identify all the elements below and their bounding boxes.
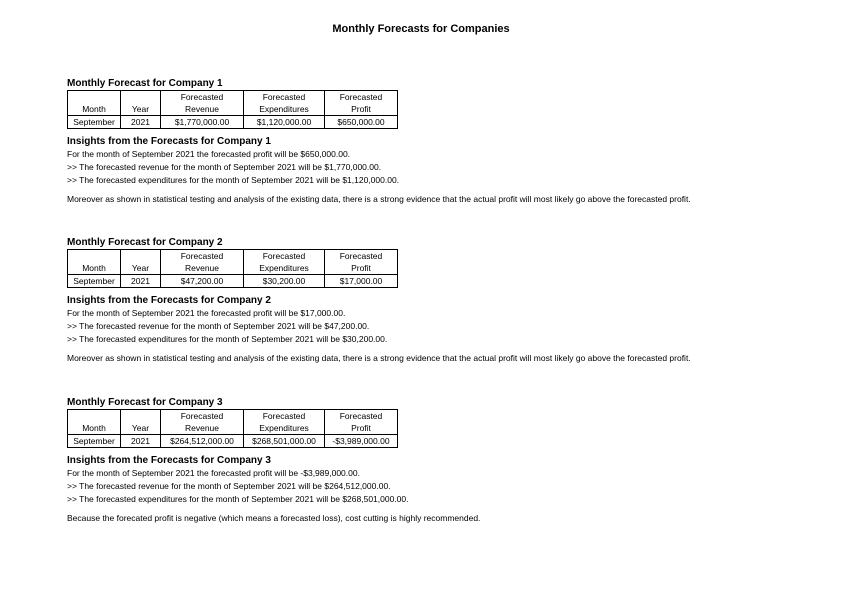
header-cell: Expenditures [244,262,325,275]
header-cell: Revenue [161,422,244,435]
header-cell: Forecasted [325,91,398,104]
insight-note: Because the forecated profit is negative (which means a forecasted loss), cost cutting is highly recommended. [67,513,481,523]
table-title: Monthly Forecast for Company 2 [67,237,223,248]
cell-profit: $17,000.00 [325,275,398,288]
company-1-section [67,77,807,206]
insight-note: Moreover as shown in statistical testing and analysis of the existing data, there is a strong evidence that the actual profit will most likely go above the forecasted profit. [67,194,691,204]
header-cell: Month [68,103,121,116]
header-cell: Forecasted [244,91,325,104]
cell-revenue: $1,770,000.00 [161,116,244,129]
forecast-table [67,249,398,288]
table-row [68,435,398,448]
header-cell: Profit [325,103,398,116]
cell-expenditures: $268,501,000.00 [244,435,325,448]
header-cell [68,410,121,423]
header-cell [68,91,121,104]
insight-line: For the month of September 2021 the forecasted profit will be -$3,989,000.00. [67,468,360,478]
insight-line: >> The forecasted expenditures for the month of September 2021 will be $268,501,000.00. [67,494,409,504]
insight-line: For the month of September 2021 the forecasted profit will be $650,000.00. [67,149,351,159]
header-cell [121,410,161,423]
header-cell: Forecasted [161,410,244,423]
cell-profit: -$3,989,000.00 [325,435,398,448]
insights-title: Insights from the Forecasts for Company 3 [67,455,271,466]
header-cell: Expenditures [244,422,325,435]
insight-line: For the month of September 2021 the forecasted profit will be $17,000.00. [67,308,346,318]
cell-month: September [68,275,121,288]
insights-title: Insights from the Forecasts for Company 1 [67,136,271,147]
insight-line: >> The forecasted revenue for the month of September 2021 will be $47,200.00. [67,321,370,331]
header-cell: Profit [325,262,398,275]
header-cell [121,91,161,104]
cell-expenditures: $30,200.00 [244,275,325,288]
header-cell: Forecasted [244,410,325,423]
insight-line: >> The forecasted expenditures for the month of September 2021 will be $1,120,000.00. [67,175,400,185]
page-title: Monthly Forecasts for Companies [332,23,510,35]
header-cell: Month [68,422,121,435]
insight-line: >> The forecasted revenue for the month of September 2021 will be $1,770,000.00. [67,162,382,172]
header-cell: Forecasted [325,250,398,263]
cell-revenue: $264,512,000.00 [161,435,244,448]
header-cell: Year [121,103,161,116]
cell-year: 2021 [121,275,161,288]
insight-line: >> The forecasted revenue for the month of September 2021 will be $264,512,000.00. [67,481,391,491]
table-row [68,275,398,288]
table-title: Monthly Forecast for Company 1 [67,78,223,89]
insight-note: Moreover as shown in statistical testing and analysis of the existing data, there is a strong evidence that the actual profit will most likely go above the forecasted profit. [67,353,691,363]
header-cell: Profit [325,422,398,435]
forecast-table [67,90,398,129]
insight-line: >> The forecasted expenditures for the month of September 2021 will be $30,200.00. [67,334,388,344]
cell-profit: $650,000.00 [325,116,398,129]
header-cell: Month [68,262,121,275]
header-cell: Year [121,262,161,275]
header-cell: Revenue [161,103,244,116]
header-cell: Revenue [161,262,244,275]
company-3-section [67,396,807,525]
forecast-table [67,409,398,448]
cell-year: 2021 [121,116,161,129]
header-cell: Forecasted [244,250,325,263]
cell-month: September [68,116,121,129]
header-cell: Forecasted [325,410,398,423]
header-cell [121,250,161,263]
table-row [68,116,398,129]
header-cell: Expenditures [244,103,325,116]
table-title: Monthly Forecast for Company 3 [67,397,223,408]
cell-month: September [68,435,121,448]
header-cell: Forecasted [161,91,244,104]
header-cell: Year [121,422,161,435]
header-cell: Forecasted [161,250,244,263]
cell-expenditures: $1,120,000.00 [244,116,325,129]
cell-revenue: $47,200.00 [161,275,244,288]
cell-year: 2021 [121,435,161,448]
header-cell [68,250,121,263]
insights-title: Insights from the Forecasts for Company 2 [67,295,271,306]
company-2-section [67,236,807,365]
